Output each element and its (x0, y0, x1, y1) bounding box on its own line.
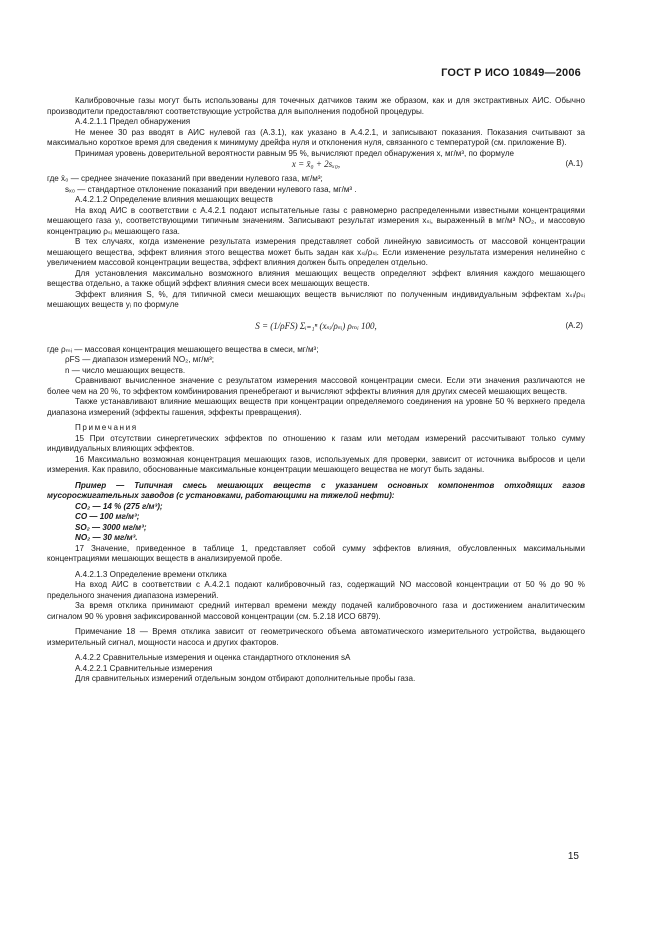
document-body (47, 96, 585, 685)
section-heading: А.4.2.2 Сравнительные измерения и оценка стандартного отклонения sA (75, 653, 351, 662)
section-heading: А.4.2.1.2 Определение влияния мешающих веществ (75, 195, 273, 204)
page-number: 15 (567, 851, 579, 862)
paragraph: Также устанавливают влияние мешающих веществ при концентрации определяемого соединения на уровне 50 % верхнего предела диапазона измерений (эффекты гашения, эффекты превращения). (47, 397, 585, 417)
section-heading: А.4.2.1.1 Предел обнаружения (75, 117, 191, 126)
note: 15 При отсутствии синергетических эффектов по отношению к газам или методам измерений рассчитывают только сумму индивидуальных влияющих эффектов. (47, 433, 585, 453)
notes-title: Примечания (75, 423, 138, 432)
paragraph: Для сравнительных измерений отдельным зондом отбирают дополнительные пробы газа. (75, 674, 416, 683)
note: Примечание 18 — Время отклика зависит от геометрического объема автоматического измерительного устройства, выдающего измерительный сигнал, мощности насоса и других факторов. (47, 627, 585, 647)
paragraph: Не менее 30 раз вводят в АИС нулевой газ (А.3.1), как указано в А.4.2.1, и записывают показания. Показания считывают за максимально короткое время для сведения к минимуму дрейфа нуля и отклонения нуля, связанного с температурой (см. приложение В). (47, 127, 585, 147)
definition: sₓ₀ — стандартное отклонение показаний при введении нулевого газа, мг/м³ . (65, 184, 357, 194)
formula-expression: S = (1/ρFS) Σᵢ₌₁ⁿ (xₛᵢ/ρₛᵢ) ρₘᵢ 100, (255, 320, 377, 331)
example-item: CO₂ — 14 % (275 г/м³); (75, 501, 163, 511)
paragraph: Принимая уровень доверительной вероятности равным 95 %, вычисляют предел обнаружения x, мг/м³, по формуле (75, 148, 515, 158)
paragraph: На вход АИС в соответствии с А.4.2.1 подают калибровочный газ, содержащий NO массовой концентрации от 50 % до 90 % предельного значения диапазона измерений. (47, 580, 585, 600)
example-item: NO₂ — 30 мг/м³. (75, 533, 138, 542)
definition: n — число мешающих веществ. (65, 365, 186, 375)
example: Пример — Типичная смесь мешающих веществ с указанием основных компонентов отходящих газов мусоросжигательных заводов (с установками, работающими на тяжелой нефти): (47, 480, 585, 500)
definition: где x̄₀ — среднее значение показаний при введении нулевого газа, мг/м³; (47, 174, 323, 183)
example-item: SO₂ — 3000 мг/м³; (75, 522, 147, 532)
formula-number: (А.2) (565, 320, 583, 330)
note: 17 Значение, приведенное в таблице 1, представляет собой сумму эффектов влияния, обусловленных максимальными концентрациями мешающих веществ в анализируемой пробе. (47, 543, 585, 563)
section-heading: А.4.2.2.1 Сравнительные измерения (75, 663, 213, 673)
formula-a2 (47, 311, 585, 345)
formula-a1 (47, 159, 585, 174)
example-item: CO — 100 мг/м³; (75, 512, 140, 521)
section-heading: А.4.2.1.3 Определение времени отклика (75, 569, 227, 579)
definition: где ρₘᵢ — массовая концентрация мешающего вещества в смеси, мг/м³; (47, 344, 319, 354)
paragraph: Эффект влияния S, %, для типичной смеси мешающих веществ вычисляют по полученным индивидуальным эффектам xₛᵢ/ρₛᵢ мешающих веществ yᵢ по формуле (47, 289, 585, 309)
formula-number: (А.1) (565, 159, 583, 168)
paragraph: Калибровочные газы могут быть использованы для точечных датчиков таким же образом, как и для экстрактивных АИС. Обычно производители предоставляют соответствующие устройства для выполнения подобной процедуры. (47, 96, 585, 116)
document-header: ГОСТ Р ИСО 10849—2006 (441, 67, 581, 79)
paragraph: В тех случаях, когда изменение результата измерения представляет собой линейную зависимость от массовой концентрации мешающего вещества, эффект влияния этого вещества может быть задан как xₛᵢ/ρₛᵢ. Если изменение результата измерения нелинейно с увеличением массовой концентрации вещества, эффект влияния должен быть определен отдельно. (47, 237, 585, 267)
note: 16 Максимально возможная концентрация мешающих газов, используемых для проверки, зависит от источника выбросов и цели измерения. Как правило, обоснованные максимальные концентрации мешающего вещества не могут быть заданы. (47, 454, 585, 474)
paragraph: За время отклика принимают средний интервал времени между подачей калибровочного газа и достижением аналитическим сигналом 90 % уровня зафиксированной массовой концентрации (см. 5.2.18 ИСО 6879). (47, 601, 585, 621)
paragraph: На вход АИС в соответствии с А.4.2.1 подают испытательные газы с равномерно распределенными известными концентрациями мешающего газа yᵢ, соответствующими типичным значениям. Записывают результат измерения xₛᵢ, выраженный в мг/м³ NO₂, и массовую концентрацию ρₛᵢ мешающего газа. (47, 205, 585, 236)
paragraph: Для установления максимально возможного влияния мешающих веществ определяют эффект влияния каждого мешающего вещества отдельно, а также общий эффект влияния смеси всех мешающих веществ. (47, 268, 585, 288)
definition: ρFS — диапазон измерений NO₂, мг/м³; (65, 355, 215, 364)
formula-expression: x = x̄₀ + 2sₓ₀, (291, 159, 341, 169)
paragraph: Сравнивают вычисленное значение с результатом измерения массовой концентрации смеси. Если эти значения различаются не более чем на 20 %, то эффектом комбинирования пренебрегают и вычисляют эффекты влияния для других смесей мешающих веществ. (47, 376, 585, 396)
